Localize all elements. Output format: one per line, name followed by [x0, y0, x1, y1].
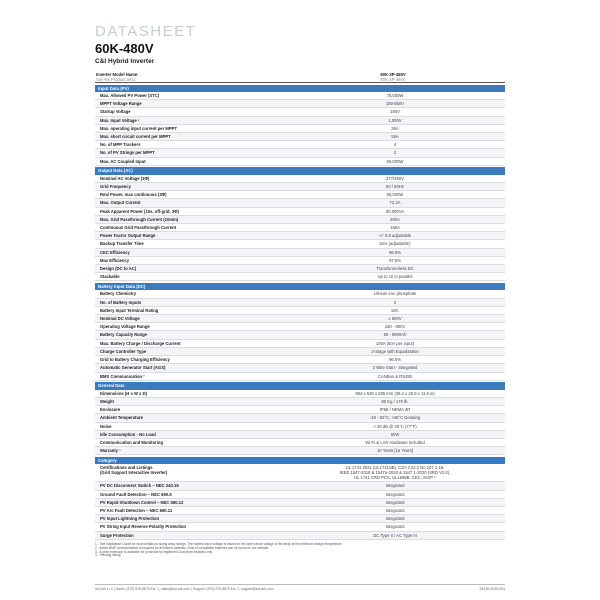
footnote: 1 - See Installation Guide for more details on sizing array strings. The highest input voltage is based on the open circuit voltage of the array at the minimum design temperature. — [95, 541, 343, 546]
spec-label: No. of MPP Trackers — [100, 142, 141, 148]
spec-value: 90,000VA — [385, 208, 405, 214]
spec-label: Weight — [100, 398, 114, 404]
spec-row — [95, 439, 505, 447]
spec-value: Integrated — [385, 491, 405, 497]
spec-label: Max. Input Voltage ¹ — [100, 117, 140, 123]
spec-value: 2 Wire Start - Integrated — [372, 365, 418, 371]
spec-section — [95, 457, 505, 540]
spec-label: Grid to Battery Charging Efficiency — [100, 357, 170, 363]
spec-label: No. of Battery Inputs — [100, 299, 142, 305]
spec-row — [95, 224, 505, 232]
section-header: General Data — [95, 382, 505, 390]
spec-row — [95, 482, 505, 490]
spec-label: PV Rapid Shutdown Control – NEC 690.12 — [100, 499, 184, 505]
spec-value: ≥ 600V — [388, 316, 402, 322]
spec-value: 180V — [390, 109, 400, 115]
spec-label: Continuous Grid Passthrough Current — [100, 225, 177, 231]
spec-label: Max. Output Current — [100, 200, 141, 206]
footer-contact: Sol-Ark LLC | Sales: (972) 575-8875 Ext. 1, sales@sol-ark.com | Support: (972) 575-8875 Ext. 2, support@sol-ark.com — [95, 587, 274, 591]
spec-row — [95, 507, 505, 515]
spec-row — [95, 447, 505, 455]
page-footer — [95, 584, 505, 591]
spec-row — [95, 158, 505, 166]
spec-row — [95, 232, 505, 240]
spec-row — [95, 257, 505, 265]
spec-row — [95, 273, 505, 281]
spec-value: 96.0% — [389, 357, 401, 363]
spec-label: Battery Chemistry — [100, 291, 137, 297]
spec-row — [95, 208, 505, 216]
spec-value: Integrated — [385, 516, 405, 522]
spec-label: Nominal DC Voltage — [100, 316, 140, 322]
spec-value: -40 - 60°C, >45°C Derating — [369, 415, 421, 421]
spec-label: Idle Consumption - No Load — [100, 431, 156, 437]
spec-label: Max. operating input current per MPPT — [100, 125, 178, 131]
sku-label: Sol-Ark Product SKU: — [96, 77, 137, 82]
spec-value: 50 - 9900Ah — [383, 332, 407, 338]
spec-value: 97.5% — [389, 257, 401, 263]
spec-value: 180A — [390, 225, 400, 231]
spec-label: Noise — [100, 423, 112, 429]
spec-value: 150-850V — [385, 101, 405, 107]
spec-label-line: (Grid Support Interactive Inverter) — [100, 470, 168, 476]
spec-row — [95, 240, 505, 248]
spec-value: 3-Stage with Equalization — [371, 348, 419, 354]
spec-row — [95, 117, 505, 125]
spec-label: Real Power, max continuous (3Φ) — [100, 192, 167, 198]
spec-row — [95, 414, 505, 422]
footnotes — [95, 543, 505, 559]
spec-row — [95, 323, 505, 331]
spec-label: Power Factor Output Range — [100, 233, 156, 239]
spec-section — [95, 283, 505, 381]
spec-label: Max. AC Coupled Input — [100, 158, 146, 164]
spec-row — [95, 340, 505, 348]
spec-value-line: IEEE 1547-2018 & 1547a-2020 & 1547.1-2020 (SRD V2.0), — [339, 470, 451, 476]
spec-row — [95, 398, 505, 406]
spec-value: +/- 0.8 adjustable — [378, 233, 412, 239]
product-subtitle: C&I Hybrid Inverter — [95, 58, 155, 65]
spec-label: Startup Voltage — [100, 109, 131, 115]
spec-value: IP66 / NEMA 3R — [379, 407, 411, 413]
spec-row — [95, 133, 505, 141]
spec-value: 60,000W — [386, 192, 404, 198]
spec-value: 894 x 528 x 295 mm (35.2 x 20.8 x 11.6 in) — [355, 390, 435, 396]
spec-row — [95, 307, 505, 315]
spec-label: Operating Voltage Range — [100, 324, 150, 330]
spec-value: 72.2A — [389, 200, 401, 206]
spec-row — [95, 515, 505, 523]
spec-value: Up to 10 in parallel — [377, 274, 413, 280]
spec-value-line: UL 1741 2021 (UL1741SB), CSA C22.2 No 107.1-16, — [345, 465, 445, 471]
spec-label: Nominal AC Voltage (3Φ) — [100, 175, 150, 181]
spec-row — [95, 491, 505, 499]
spec-row — [95, 92, 505, 100]
spec-row — [95, 199, 505, 207]
spec-value: 60,000W — [386, 158, 404, 164]
spec-row — [95, 265, 505, 273]
spec-value: 160 - 800V — [384, 324, 406, 330]
spec-label: Grid Frequency — [100, 184, 131, 190]
spec-row — [95, 149, 505, 157]
spec-label: Backup Transfer Time — [100, 241, 144, 247]
spec-label: Surge Protection — [100, 532, 134, 538]
spec-row — [95, 499, 505, 507]
spec-row — [95, 364, 505, 372]
spec-label: MPPT Voltage Range — [100, 101, 142, 107]
spec-row — [95, 183, 505, 191]
datasheet-label: DATASHEET — [95, 23, 197, 40]
datasheet-page — [95, 0, 505, 558]
spec-value: Lithium iron phosphate — [373, 291, 417, 297]
spec-value: 50 / 60Hz — [386, 184, 404, 190]
spec-row — [95, 423, 505, 431]
spec-label: Max Efficiency — [100, 257, 130, 263]
spec-section — [95, 167, 505, 281]
spec-label: Stackable — [100, 274, 120, 280]
sku-value: 60K-3P-480V — [380, 77, 406, 82]
spec-sections — [95, 85, 505, 540]
spec-label: Enclosure — [100, 407, 121, 413]
spec-value: CANBus & RS485 — [378, 373, 412, 379]
spec-label — [95, 465, 285, 480]
spec-value: 1,000V — [388, 117, 402, 123]
spec-value: 78,000W — [386, 93, 404, 98]
spec-value-line: UL 1741 CRD PCS, UL1699B, CEC, SGIP ⁴ — [354, 475, 436, 481]
spec-row — [95, 100, 505, 108]
spec-value: 80 Kg / 176 lb. — [381, 398, 409, 404]
model-name-label: Inverter Model Name: — [96, 72, 139, 77]
spec-value — [285, 465, 505, 480]
spec-row — [95, 299, 505, 307]
spec-label: Max. Grid Passthrough Current (10min) — [100, 216, 179, 222]
spec-label: PV String Input Reverse Polarity Protection — [100, 524, 187, 530]
spec-label: BMS Communication ² — [100, 373, 145, 379]
spec-row — [95, 348, 505, 356]
spec-label: CEC Efficiency — [100, 249, 130, 255]
spec-label: Max. short circuit current per MPPT — [100, 134, 171, 140]
spec-value: Integrated — [385, 483, 405, 489]
spec-row — [95, 431, 505, 439]
footer-doc-number: SK150-0015-004 — [479, 587, 505, 591]
spec-row — [95, 331, 505, 339]
spec-value: 60W — [390, 431, 400, 437]
spec-value: 100A (50A per input) — [375, 340, 415, 346]
spec-row — [95, 141, 505, 149]
spec-label: PV DC Disconnect Switch – NEC 240.15 — [100, 483, 179, 489]
spec-label: Ambient Temperature — [100, 415, 143, 421]
spec-label: Communication and Monitoring — [100, 439, 164, 445]
spec-section — [95, 382, 505, 455]
spec-value: 55A — [391, 134, 399, 140]
spec-value: 200A — [390, 216, 400, 222]
spec-value: 96.5% — [389, 249, 401, 255]
spec-row — [95, 191, 505, 199]
spec-value: 50A — [391, 307, 399, 313]
spec-label: Dimensions (H x W x D) — [100, 390, 147, 396]
spec-label: Automatic Generator Start (AGS) — [100, 365, 166, 371]
spec-row — [95, 175, 505, 183]
spec-label: Warranty ³ — [100, 448, 121, 454]
spec-section — [95, 85, 505, 166]
spec-row — [95, 125, 505, 133]
section-header: Battery Input Data (DC) — [95, 283, 505, 291]
section-header: Output Data (AC) — [95, 167, 505, 175]
spec-label: PV Arc Fault Detection – NEC 690.11 — [100, 507, 173, 513]
spec-value: Transformerless DC — [376, 266, 414, 272]
spec-row — [95, 523, 505, 531]
spec-row — [95, 315, 505, 323]
spec-value: Wi-Fi & LAN Hardware Included — [365, 439, 425, 445]
spec-value: 2 — [393, 299, 397, 305]
spec-row — [95, 532, 505, 540]
spec-value: 5ms (adjustable) — [379, 241, 411, 247]
spec-row — [95, 290, 505, 298]
spec-label: Ground Fault Detection – NEC 690.5 — [100, 491, 172, 497]
spec-row — [95, 356, 505, 364]
spec-value: 4 — [393, 142, 397, 148]
spec-label: Charge Controller Type — [100, 348, 147, 354]
section-header: Category — [95, 457, 505, 465]
footnote: 4 - Pending listing. — [95, 553, 122, 558]
spec-label: Design (DC to AC) — [100, 266, 137, 272]
spec-row — [95, 216, 505, 224]
spec-label: No. of PV Strings per MPPT — [100, 150, 155, 156]
spec-label: Max. Battery Charge / Discharge Current — [100, 340, 181, 346]
spec-row — [95, 249, 505, 257]
spec-row — [95, 108, 505, 116]
spec-label: Max. Allowed PV Power (STC) — [100, 93, 160, 98]
spec-value: Integrated — [385, 524, 405, 530]
spec-row — [95, 390, 505, 398]
section-header: Input Data (PV) — [95, 85, 505, 93]
model-title: 60K-480V — [95, 41, 154, 56]
spec-value: 36A — [391, 125, 399, 131]
spec-row — [95, 464, 505, 482]
sku-row — [95, 77, 505, 83]
spec-value: < 30 dB @ 25°C (77°F) — [373, 423, 417, 429]
spec-value: Integrated — [385, 507, 405, 513]
spec-label: Battery Capacity Range — [100, 332, 148, 338]
spec-label: PV Input Lightning Protection — [100, 516, 160, 522]
footnote: 3 - 5-year extension is available for purchase by registered Gold level installed only. — [95, 549, 213, 554]
spec-value: 277/480V — [386, 175, 404, 181]
spec-row — [95, 373, 505, 381]
footnote: 2 - Active BMS communication is required for all lithium batteries. A list of compatible batteries can be found on our website. — [95, 545, 269, 550]
spec-label-line: Certifications and Listings — [100, 465, 153, 471]
model-name-value: 60K-3P-480V — [380, 72, 406, 77]
spec-label: Peak Apparent Power (10s, off-grid, 3Φ) — [100, 208, 179, 214]
spec-value: 2 — [393, 150, 397, 156]
spec-label: Battery Input Terminal Rating — [100, 307, 159, 313]
spec-row — [95, 406, 505, 414]
spec-value: DC Type II / AC Type III — [373, 532, 417, 538]
spec-value: 10 Years [15 Years] — [376, 448, 414, 454]
spec-value: Integrated — [385, 499, 405, 505]
